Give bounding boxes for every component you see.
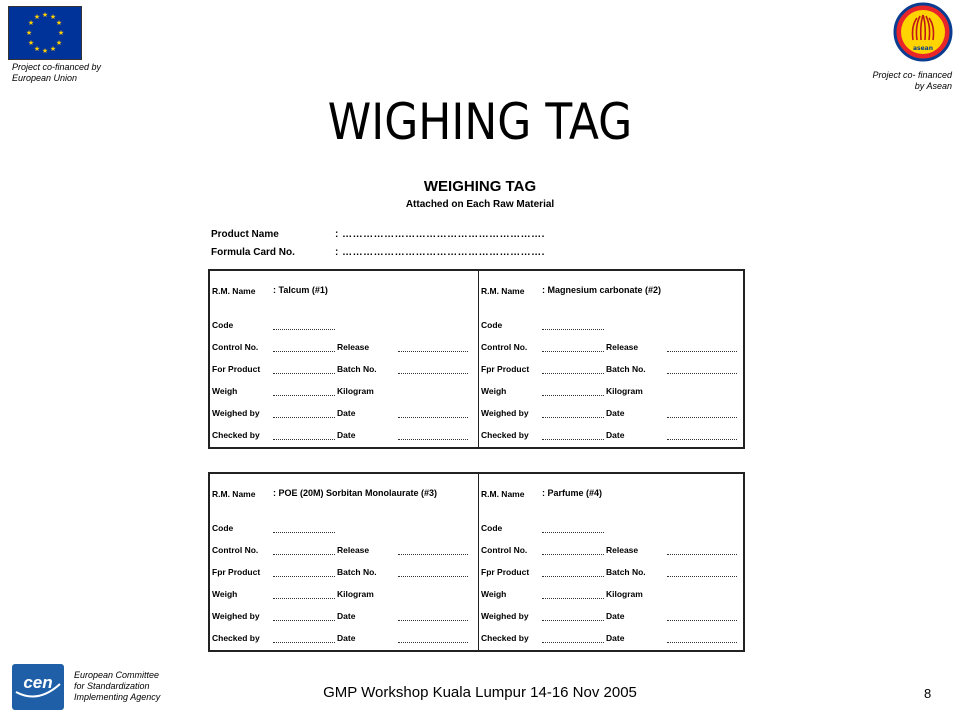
cen-logo-text: cen: [23, 673, 53, 692]
code-label: Code: [212, 320, 234, 330]
weighed-by-label: Weighed by: [481, 611, 529, 621]
for-product-line: [273, 576, 335, 577]
weighed-by-line: [273, 417, 335, 418]
release-label: Release: [606, 545, 639, 555]
weigh-line: [542, 395, 604, 396]
code-line: [542, 329, 604, 330]
for-product-label: Fpr Product: [212, 567, 261, 577]
rm-name-label: R.M. Name: [212, 286, 256, 296]
date-label: Date: [337, 611, 356, 621]
tag-cell-2: [478, 271, 747, 447]
release-line: [398, 351, 468, 352]
weigh-line: [273, 395, 335, 396]
checked-by-line: [542, 642, 604, 643]
weighed-by-line: [273, 620, 335, 621]
svg-text:★: ★: [27, 39, 35, 47]
date-line: [398, 642, 468, 643]
rm-name-label: R.M. Name: [481, 489, 525, 499]
kilogram-label: Kilogram: [337, 589, 374, 599]
release-label: Release: [606, 342, 639, 352]
control-no-label: Control No.: [212, 342, 259, 352]
rm-name-label: R.M. Name: [481, 286, 525, 296]
date-line: [398, 417, 468, 418]
date-label: Date: [606, 408, 625, 418]
checked-by-label: Checked by: [481, 633, 529, 643]
rm-name-value: : Magnesium carbonate (#2): [542, 285, 662, 295]
svg-text:★: ★: [41, 47, 49, 55]
svg-text:★: ★: [49, 45, 57, 53]
formula-card-value: : ………………………………………………….: [335, 247, 545, 258]
for-product-line: [273, 373, 335, 374]
date-line: [667, 642, 737, 643]
release-label: Release: [337, 342, 370, 352]
weighed-by-label: Weighed by: [212, 408, 260, 418]
batch-no-label: Batch No.: [337, 567, 377, 577]
rm-name-value: : Talcum (#1): [273, 285, 328, 295]
for-product-label: For Product: [212, 364, 261, 374]
eu-flag-logo: [8, 6, 82, 60]
rm-name-value: : POE (20M) Sorbitan Monolaurate (#3): [273, 488, 438, 498]
weigh-line: [273, 598, 335, 599]
asean-logo: [893, 2, 953, 62]
control-no-line: [542, 554, 604, 555]
kilogram-label: Kilogram: [606, 386, 643, 396]
formula-card-label: Formula Card No.: [211, 247, 295, 258]
date-line: [667, 620, 737, 621]
tag-cell-3: [210, 474, 478, 650]
footer-workshop: GMP Workshop Kuala Lumpur 14-16 Nov 2005: [323, 684, 637, 701]
batch-no-line: [398, 576, 468, 577]
tag-panel-top: [208, 269, 745, 449]
batch-no-label: Batch No.: [337, 364, 377, 374]
weigh-label: Weigh: [481, 386, 507, 396]
release-line: [398, 554, 468, 555]
eu-caption: Project co-financed by European Union: [12, 62, 102, 83]
date-line: [398, 439, 468, 440]
asean-caption: Project co- financed by Asean: [872, 70, 952, 91]
checked-by-label: Checked by: [212, 633, 260, 643]
batch-no-label: Batch No.: [606, 567, 646, 577]
batch-no-label: Batch No.: [606, 364, 646, 374]
weigh-label: Weigh: [212, 589, 238, 599]
svg-text:★: ★: [27, 19, 35, 27]
code-line: [542, 532, 604, 533]
date-line: [667, 439, 737, 440]
control-no-line: [542, 351, 604, 352]
asean-logo-text: asean: [912, 45, 934, 52]
svg-text:★: ★: [57, 29, 65, 37]
code-label: Code: [212, 523, 234, 533]
product-name-label: Product Name: [211, 229, 279, 240]
weighed-by-label: Weighed by: [212, 611, 260, 621]
batch-no-line: [398, 373, 468, 374]
code-label: Code: [481, 320, 503, 330]
weigh-label: Weigh: [481, 589, 507, 599]
checked-by-line: [273, 439, 335, 440]
cen-caption: European Committee for Standardization Implementing Agency: [74, 670, 161, 702]
weighed-by-label: Weighed by: [481, 408, 529, 418]
control-no-label: Control No.: [212, 545, 259, 555]
slide-title: WIGHING TAG: [327, 93, 633, 151]
svg-text:★: ★: [55, 39, 63, 47]
checked-by-line: [273, 642, 335, 643]
date-label: Date: [337, 408, 356, 418]
control-no-line: [273, 351, 335, 352]
weigh-label: Weigh: [212, 386, 238, 396]
svg-text:★: ★: [33, 45, 41, 53]
weighed-by-line: [542, 620, 604, 621]
code-line: [273, 532, 335, 533]
product-name-value: : ………………………………………………….: [335, 229, 545, 240]
date-label: Date: [337, 633, 356, 643]
svg-text:★: ★: [41, 11, 49, 19]
date-line: [398, 620, 468, 621]
document-title: WEIGHING TAG: [423, 178, 537, 195]
svg-text:★: ★: [25, 29, 33, 37]
rm-name-label: R.M. Name: [212, 489, 256, 499]
control-no-label: Control No.: [481, 342, 528, 352]
for-product-label: Fpr Product: [481, 364, 530, 374]
date-label: Date: [606, 633, 625, 643]
for-product-label: Fpr Product: [481, 567, 530, 577]
svg-text:★: ★: [55, 19, 63, 27]
checked-by-label: Checked by: [212, 430, 260, 440]
date-label: Date: [606, 611, 625, 621]
svg-text:★: ★: [49, 13, 57, 21]
release-line: [667, 351, 737, 352]
tag-cell-4: [478, 474, 747, 650]
weigh-line: [542, 598, 604, 599]
kilogram-label: Kilogram: [337, 386, 374, 396]
control-no-line: [273, 554, 335, 555]
date-line: [667, 417, 737, 418]
for-product-line: [542, 373, 604, 374]
batch-no-line: [667, 373, 737, 374]
date-label: Date: [606, 430, 625, 440]
checked-by-label: Checked by: [481, 430, 529, 440]
code-label: Code: [481, 523, 503, 533]
document-subtitle: Attached on Each Raw Material: [405, 199, 555, 210]
tag-panel-bottom: [208, 472, 745, 652]
control-no-label: Control No.: [481, 545, 528, 555]
for-product-line: [542, 576, 604, 577]
code-line: [273, 329, 335, 330]
checked-by-line: [542, 439, 604, 440]
svg-text:★: ★: [33, 13, 41, 21]
tag-cell-1: [210, 271, 478, 447]
weighed-by-line: [542, 417, 604, 418]
release-line: [667, 554, 737, 555]
date-label: Date: [337, 430, 356, 440]
release-label: Release: [337, 545, 370, 555]
rm-name-value: : Parfume (#4): [542, 488, 603, 498]
page-number: 8: [924, 686, 932, 701]
batch-no-line: [667, 576, 737, 577]
kilogram-label: Kilogram: [606, 589, 643, 599]
